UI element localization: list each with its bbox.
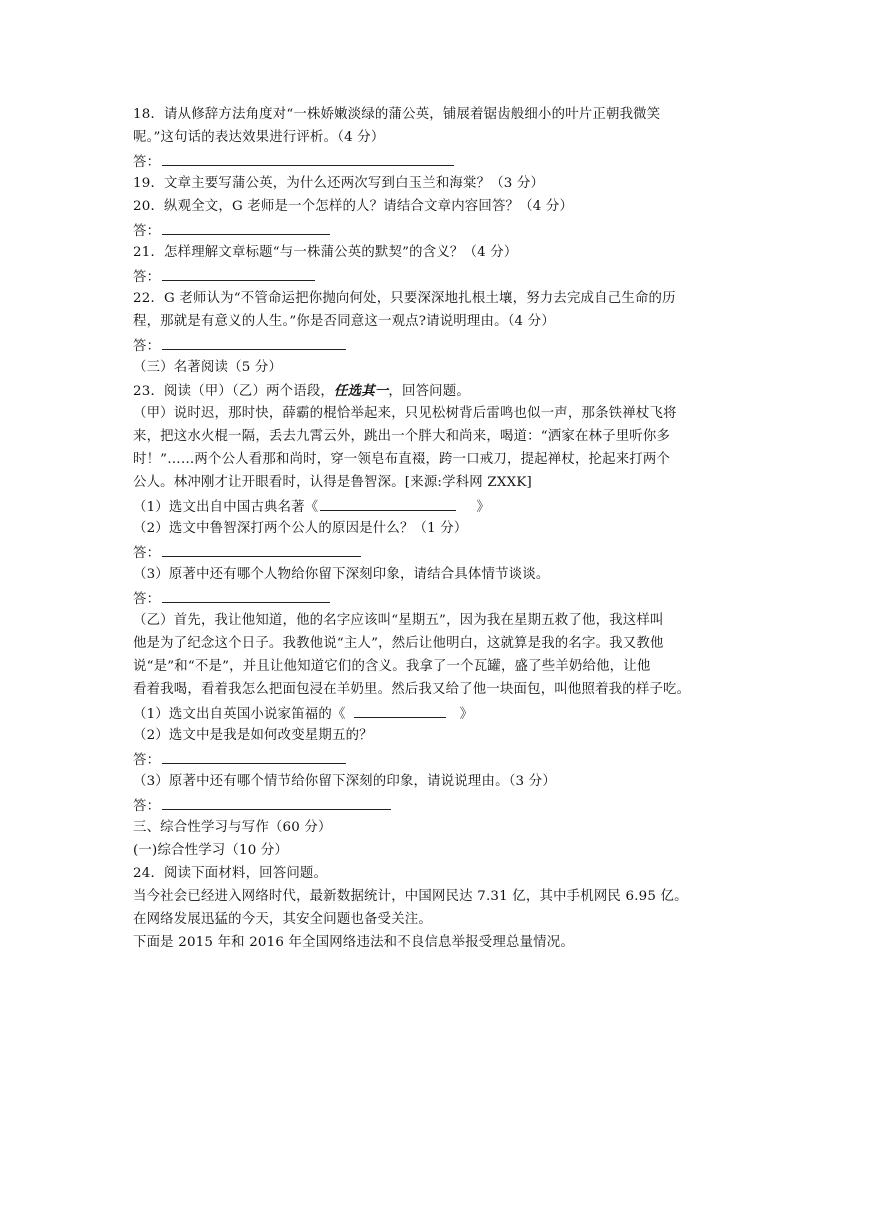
answer-line-20[interactable] xyxy=(133,221,330,241)
answer-blank[interactable] xyxy=(162,796,391,810)
passage-jia-line-1: （甲）说时迟，那时快，薛霸的棍恰举起来，只见松树背后雷鸣也似一声，那条铁禅杖飞将 xyxy=(133,406,677,421)
question-23-text: 23．阅读（甲）（乙）两个语段， xyxy=(133,384,335,399)
yi-subquestion-1 xyxy=(133,704,473,724)
section-heading-classics: （三）名著阅读（5 分） xyxy=(133,360,283,375)
answer-label: 答： xyxy=(133,224,161,239)
book-title-blank[interactable] xyxy=(320,497,456,511)
emphasis-choose-one: 任选其一 xyxy=(334,383,389,399)
answer-label: 答： xyxy=(133,546,161,561)
passage-yi-line-4: 看着我喝，看着我怎么把面包浸在羊奶里。然后我又给了他一块面包，叫他照着我的样子吃。 xyxy=(133,682,691,697)
question-24: 24．阅读下面材料，回答问题。 xyxy=(133,866,328,881)
closing-bracket: 》 xyxy=(459,707,474,722)
answer-line-22[interactable] xyxy=(133,336,346,356)
answer-label: 答： xyxy=(133,592,161,607)
passage-yi-line-1: （乙）首先，我让他知道，他的名字应该叫“星期五”，因为我在星期五救了他，我这样叫 xyxy=(133,613,664,628)
material-line-2: 在网络发展迅猛的今天，其安全问题也备受关注。 xyxy=(133,912,432,927)
question-18-line-2: 呢。”这句话的表达效果进行评析。（4 分） xyxy=(133,130,385,145)
part-3-heading: 三、综合性学习与写作（60 分） xyxy=(133,820,332,835)
yi-subquestion-2: （2）选文中是我是如何改变星期五的？ xyxy=(133,728,373,743)
question-21: 21．怎样理解文章标题“与一株蒲公英的默契”的含义？（4 分） xyxy=(133,245,518,260)
answer-label: 答： xyxy=(133,753,161,768)
jia-subquestion-3: （3）原著中还有哪个人物给你留下深刻印象，请结合具体情节谈谈。 xyxy=(133,567,550,582)
question-22-line-1: 22．G 老师认为“不管命运把你抛向何处，只要深深地扎根土壤，努力去完成自己生命的历 xyxy=(133,291,676,306)
question-19: 19．文章主要写蒲公英，为什么还两次写到白玉兰和海棠？（3 分） xyxy=(133,176,545,191)
answer-blank[interactable] xyxy=(162,267,315,281)
material-line-1: 当今社会已经进入网络时代，最新数据统计，中国网民达 7.31 亿，其中手机网民 6.95 亿。 xyxy=(133,889,688,904)
jia-subquestion-2: （2）选文中鲁智深打两个公人的原因是什么？（1 分） xyxy=(133,521,468,536)
answer-blank[interactable] xyxy=(162,221,330,235)
question-22-line-2: 程，那就是有意义的人生。”你是否同意这一观点?请说明理由。（4 分） xyxy=(133,314,555,329)
question-23 xyxy=(133,382,470,401)
answer-blank[interactable] xyxy=(162,336,346,350)
subquestion-text: （1）选文出自中国古典名著《 xyxy=(133,500,319,515)
answer-line-21[interactable] xyxy=(133,267,315,287)
jia-subquestion-1 xyxy=(133,497,490,517)
question-20: 20．纵观全文，G 老师是一个怎样的人？请结合文章内容回答？（4 分） xyxy=(133,199,574,214)
passage-yi-line-3: 说“是”和“不是”，并且让他知道它们的含义。我拿了一个瓦罐，盛了些羊奶给他，让他 xyxy=(133,659,651,674)
yi-subquestion-3: （3）原著中还有哪个情节给你留下深刻的印象，请说说理由。（3 分） xyxy=(133,774,556,789)
material-line-3: 下面是 2015 年和 2016 年全国网络违法和不良信息举报受理总量情况。 xyxy=(133,935,574,950)
answer-blank[interactable] xyxy=(162,543,361,557)
answer-label: 答： xyxy=(133,155,161,170)
passage-jia-line-2: 来，把这水火棍一隔，丢去九霄云外，跳出一个胖大和尚来，喝道：“洒家在林子里听你多 xyxy=(133,429,671,444)
answer-label: 答： xyxy=(133,339,161,354)
answer-blank[interactable] xyxy=(162,152,454,166)
answer-blank[interactable] xyxy=(162,589,330,603)
answer-label: 答： xyxy=(133,270,161,285)
closing-bracket: 》 xyxy=(476,500,490,515)
book-title-blank[interactable] xyxy=(354,704,446,718)
answer-line-jia-3[interactable] xyxy=(133,589,330,609)
question-18-line-1: 18．请从修辞方法角度对“一株娇嫩淡绿的蒲公英，铺展着锯齿般细小的叶片正朝我微笑 xyxy=(133,107,661,122)
answer-label: 答： xyxy=(133,799,161,814)
answer-line-yi-2[interactable] xyxy=(133,750,346,770)
answer-line-yi-3[interactable] xyxy=(133,796,391,816)
answer-line-jia-2[interactable] xyxy=(133,543,361,563)
part-3-1-heading: (一)综合性学习（10 分） xyxy=(133,843,289,858)
passage-jia-line-3: 时！”……两个公人看那和尚时，穿一领皂布直裰，跨一口戒刀，提起禅杖，抡起来打两个 xyxy=(133,452,671,467)
answer-blank[interactable] xyxy=(162,750,346,764)
passage-yi-line-2: 他是为了纪念这个日子。我教他说“主人”，然后让他明白，这就算是我的名字。我又教他 xyxy=(133,636,664,651)
subquestion-text: （1）选文出自英国小说家笛福的《 xyxy=(133,707,346,722)
question-23-text-end: ，回答问题。 xyxy=(388,384,470,399)
passage-jia-line-4: 公人。林冲刚才让开眼看时，认得是鲁智深。[来源:学科网 ZXXK] xyxy=(133,475,532,490)
answer-line-18[interactable] xyxy=(133,152,454,172)
